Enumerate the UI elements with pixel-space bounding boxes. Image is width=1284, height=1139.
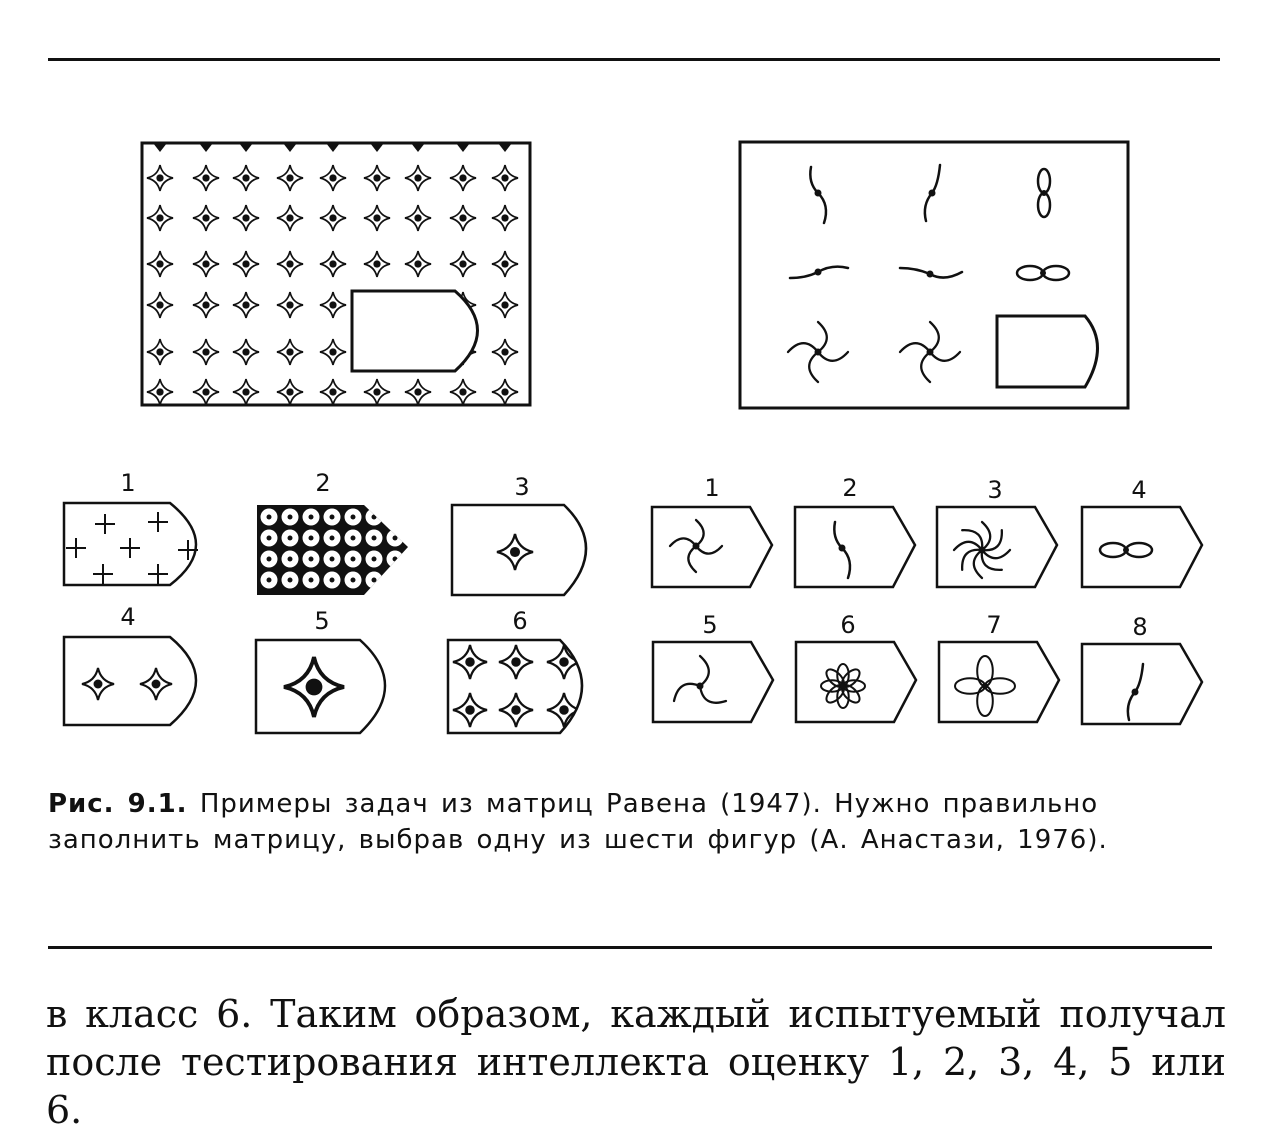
matrix-a-motif — [320, 292, 346, 318]
option-motif — [497, 534, 533, 570]
matrix-b-cell — [1038, 169, 1050, 217]
plus-motif — [66, 538, 86, 558]
option-figure — [670, 520, 722, 572]
option-b-number: 7 — [986, 611, 1002, 639]
matrix-a-motif — [233, 339, 259, 365]
matrix-a-motif — [147, 205, 173, 231]
matrix-a-motif — [147, 339, 173, 365]
figure-label: Рис. 9.1. — [48, 789, 188, 819]
option-b-7 — [939, 642, 1059, 722]
matrix-a-motif — [233, 379, 259, 405]
matrix-a-motif — [492, 205, 518, 231]
matrix-b — [740, 142, 1128, 408]
matrix-a-motif — [364, 165, 390, 191]
option-motif — [82, 668, 114, 700]
matrix-a-motif — [233, 165, 259, 191]
figure-caption — [48, 786, 1228, 858]
matrix-a-motif — [492, 379, 518, 405]
matrix-a-motif — [450, 251, 476, 277]
plus-motif — [95, 514, 115, 534]
matrix-a-motif — [364, 379, 390, 405]
option-figure — [821, 664, 865, 708]
matrix-a-motif — [364, 205, 390, 231]
matrix-a-motif — [233, 292, 259, 318]
options-a — [64, 469, 586, 733]
option-b-number: 4 — [1131, 476, 1147, 504]
matrix-a-motif — [277, 379, 303, 405]
option-b-number: 5 — [702, 611, 718, 639]
option-a-4 — [64, 637, 196, 725]
option-motif — [499, 693, 533, 727]
matrix-a — [142, 143, 530, 405]
matrix-a-gap — [352, 291, 478, 371]
option-b-number: 6 — [840, 611, 856, 639]
option-motif — [284, 657, 344, 717]
matrix-a-motif — [193, 251, 219, 277]
matrix-a-motif — [320, 251, 346, 277]
matrix-a-motif — [364, 251, 390, 277]
matrix-a-motif — [193, 292, 219, 318]
matrix-a-motif — [277, 292, 303, 318]
option-figure — [674, 656, 726, 703]
option-motif — [453, 645, 487, 679]
matrix-a-motif — [405, 165, 431, 191]
option-b-6 — [796, 642, 916, 722]
matrix-a-motif — [233, 251, 259, 277]
matrix-a-motif — [277, 165, 303, 191]
matrix-a-motif — [147, 165, 173, 191]
option-b-number: 3 — [987, 476, 1003, 504]
option-a-number: 1 — [120, 469, 136, 497]
matrix-a-motif — [492, 292, 518, 318]
option-b-4 — [1082, 507, 1202, 587]
figure-caption-text: Примеры задач из матриц Равена (1947). Нужно правильно заполнить матрицу, выбрав одну из шести фигур (А. Анастази, 1976). — [48, 789, 1108, 855]
matrix-b-cell — [790, 267, 848, 278]
option-b-3 — [937, 507, 1057, 587]
matrix-a-motif — [320, 339, 346, 365]
matrix-a-motif — [147, 379, 173, 405]
matrix-a-motif — [193, 379, 219, 405]
matrix-a-motif — [492, 251, 518, 277]
option-a-6 — [448, 640, 582, 733]
matrix-a-motif — [193, 339, 219, 365]
option-b-number: 1 — [704, 474, 720, 502]
matrix-a-motif — [320, 205, 346, 231]
option-b-2 — [795, 507, 915, 587]
option-a-number: 3 — [514, 473, 530, 501]
option-motif — [453, 693, 487, 727]
option-motif — [499, 645, 533, 679]
option-a-number: 4 — [120, 603, 136, 631]
plus-motif — [148, 512, 168, 532]
matrix-a-motif — [193, 165, 219, 191]
body-paragraph: в класс 6. Таким образом, каждый испытуемый получал после тестирования интеллекта оценку 1, 2, 3, 4, 5 или 6. — [46, 992, 1226, 1132]
matrix-a-motif — [405, 205, 431, 231]
option-figure — [954, 522, 1010, 578]
option-a-number: 6 — [512, 607, 528, 635]
bottom-rule — [48, 946, 1212, 949]
matrix-a-motif — [233, 205, 259, 231]
matrix-a-motif — [193, 205, 219, 231]
matrix-a-motif — [277, 339, 303, 365]
matrix-a-motif — [277, 251, 303, 277]
matrix-a-motif — [450, 165, 476, 191]
options-b — [652, 474, 1202, 724]
option-a-5 — [256, 640, 385, 733]
matrix-a-motif — [492, 165, 518, 191]
option-b-1 — [652, 507, 772, 587]
matrix-a-motif — [405, 379, 431, 405]
option-figure — [955, 656, 1015, 716]
option-a-number: 5 — [314, 607, 330, 635]
option-b-number: 2 — [842, 474, 858, 502]
option-b-8 — [1082, 644, 1202, 724]
plus-motif — [148, 564, 168, 584]
option-a-number: 2 — [315, 469, 331, 497]
matrix-a-motif — [147, 251, 173, 277]
matrix-b-gap — [997, 316, 1098, 387]
matrix-a-motif — [320, 379, 346, 405]
plus-motif — [93, 564, 113, 584]
matrix-a-motif — [405, 251, 431, 277]
matrix-a-motif — [450, 205, 476, 231]
matrix-a-motif — [320, 165, 346, 191]
option-figure — [834, 522, 850, 578]
matrix-b-cell — [810, 167, 826, 223]
matrix-a-motif — [492, 339, 518, 365]
option-b-number: 8 — [1132, 613, 1148, 641]
matrix-b-cell — [900, 268, 962, 278]
matrix-b-cell — [900, 322, 960, 382]
matrix-a-motif — [277, 205, 303, 231]
option-motif — [140, 668, 172, 700]
matrix-a-motif — [147, 292, 173, 318]
option-b-5 — [653, 642, 773, 722]
matrix-a-motif — [450, 379, 476, 405]
option-figure — [1128, 664, 1143, 720]
matrix-b-cell — [1017, 266, 1069, 280]
plus-motif — [120, 538, 140, 558]
option-a-2 — [257, 505, 408, 595]
option-figure — [1100, 543, 1152, 557]
matrix-b-cell — [925, 165, 940, 221]
option-a-1 — [64, 503, 198, 585]
option-a-3 — [452, 505, 586, 595]
matrix-b-cell — [788, 322, 848, 382]
